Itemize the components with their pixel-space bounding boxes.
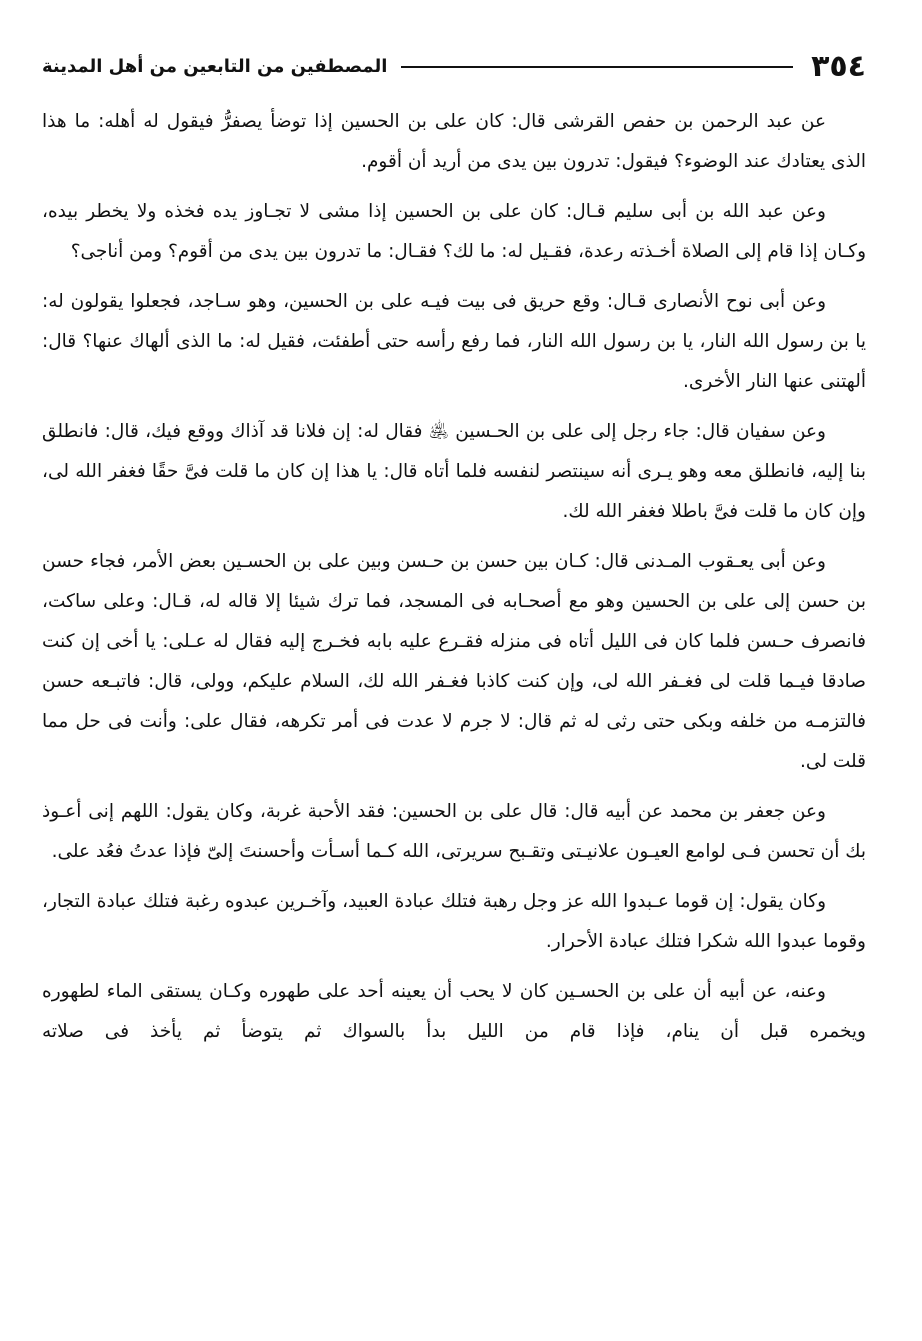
paragraph: وعن أبى نوح الأنصارى قـال: وقع حريق فى بيت فيـه على بن الحسين، وهو سـاجد، فجعلوا يقولون له: يا بن رسول الله النار، يا بن رسول الله النار، فما رفع رأسه حتى أطفئت، فقيل له: ما الذى ألهاك عنها؟ قال: ألهتنى عنها النار الأخرى. — [42, 291, 866, 392]
paragraph: عن عبد الرحمن بن حفص القرشى قال: كان على بن الحسين إذا توضأ يصفرُّ فيقول له أهله: ما هذا الذى يعتادك عند الوضوء؟ فيقول: تدرون بين يدى من أريد أن أقوم. — [42, 111, 866, 172]
body-text — [42, 102, 866, 1052]
paragraph: وكان يقول: إن قوما عـبدوا الله عز وجل رهبة فتلك عبادة العبيد، وآخـرين عبدوه رغبة فتلك عبادة التجار، وقوما عبدوا الله شكرا فتلك عبادة الأحرار. — [42, 891, 866, 952]
running-title: المصطفين من التابعين من أهل المدينة — [42, 56, 388, 77]
page-number: ٣٥٤ — [811, 49, 866, 84]
page-header — [42, 42, 866, 92]
paragraph: وعن سفيان قال: جاء رجل إلى على بن الحـسين ﵁ فقال له: إن فلانا قد آذاك ووقع فيك، قال: فانطلق بنا إليه، فانطلق معه وهو يـرى أنه سينتصر لنفسه فلما أتاه قال: يا هذا إن كان ما قلت فىَّ حقًا فغفر الله لى، وإن كان ما قلت فىَّ باطلا فغفر الله لك. — [42, 421, 866, 522]
paragraph: وعن أبى يعـقوب المـدنى قال: كـان بين حسن بن حـسن وبين على بن الحسـين بعض الأمر، فجاء حسن بن حسن إلى على بن الحسين وهو مع أصحـابه فى المسجد، فما ترك شيئا إلا قاله له، قـال: وعلى ساكت، فانصرف حـسن فلما كان فى الليل أتاه فى منزله فقـرع عليه بابه فخـرج إليه فقال له عـلى: يا أخى إن كنت صادقا فيـما قلت لى فغـفر الله لى، وإن كنت كاذبا فغـفر الله لك، السلام عليكم، وولى، قال: فاتبـعه حسن فالتزمـه من خلفه وبكى حتى رثى له ثم قال: لا جرم لا عدت فى أمر تكرهه، فقال على: وأنت فى حل مما قلت لى. — [42, 551, 866, 772]
paragraph: وعن جعفر بن محمد عن أبيه قال: قال على بن الحسين: فقد الأحبة غربة، وكان يقول: اللهم إنى أعـوذ بك أن تحسن فـى لوامع العيـون علانيـتى وتقـبح سريرتى، الله كـما أسـأت وأحسنتَ إلىّ فإذا عدتُ فعُد على. — [42, 801, 866, 862]
paragraph: وعن عبد الله بن أبى سليم قـال: كان على بن الحسين إذا مشى لا تجـاوز يده فخذه ولا يخطر بيده، وكـان إذا قام إلى الصلاة أخـذته رعدة، فقـيل له: ما لك؟ فقـال: ما تدرون بين يدى من أقوم؟ ومن أناجى؟ — [42, 201, 866, 262]
paragraph: وعنه، عن أبيه أن على بن الحسـين كان لا يحب أن يعينه أحد على طهوره وكـان يستقى الماء لطهوره ويخمره قبل أن ينام، فإذا قام من الليل بدأ بالسواك ثم يتوضأ ثم يأخذ فى صلاته — [42, 981, 866, 1042]
header-rule — [401, 66, 793, 68]
